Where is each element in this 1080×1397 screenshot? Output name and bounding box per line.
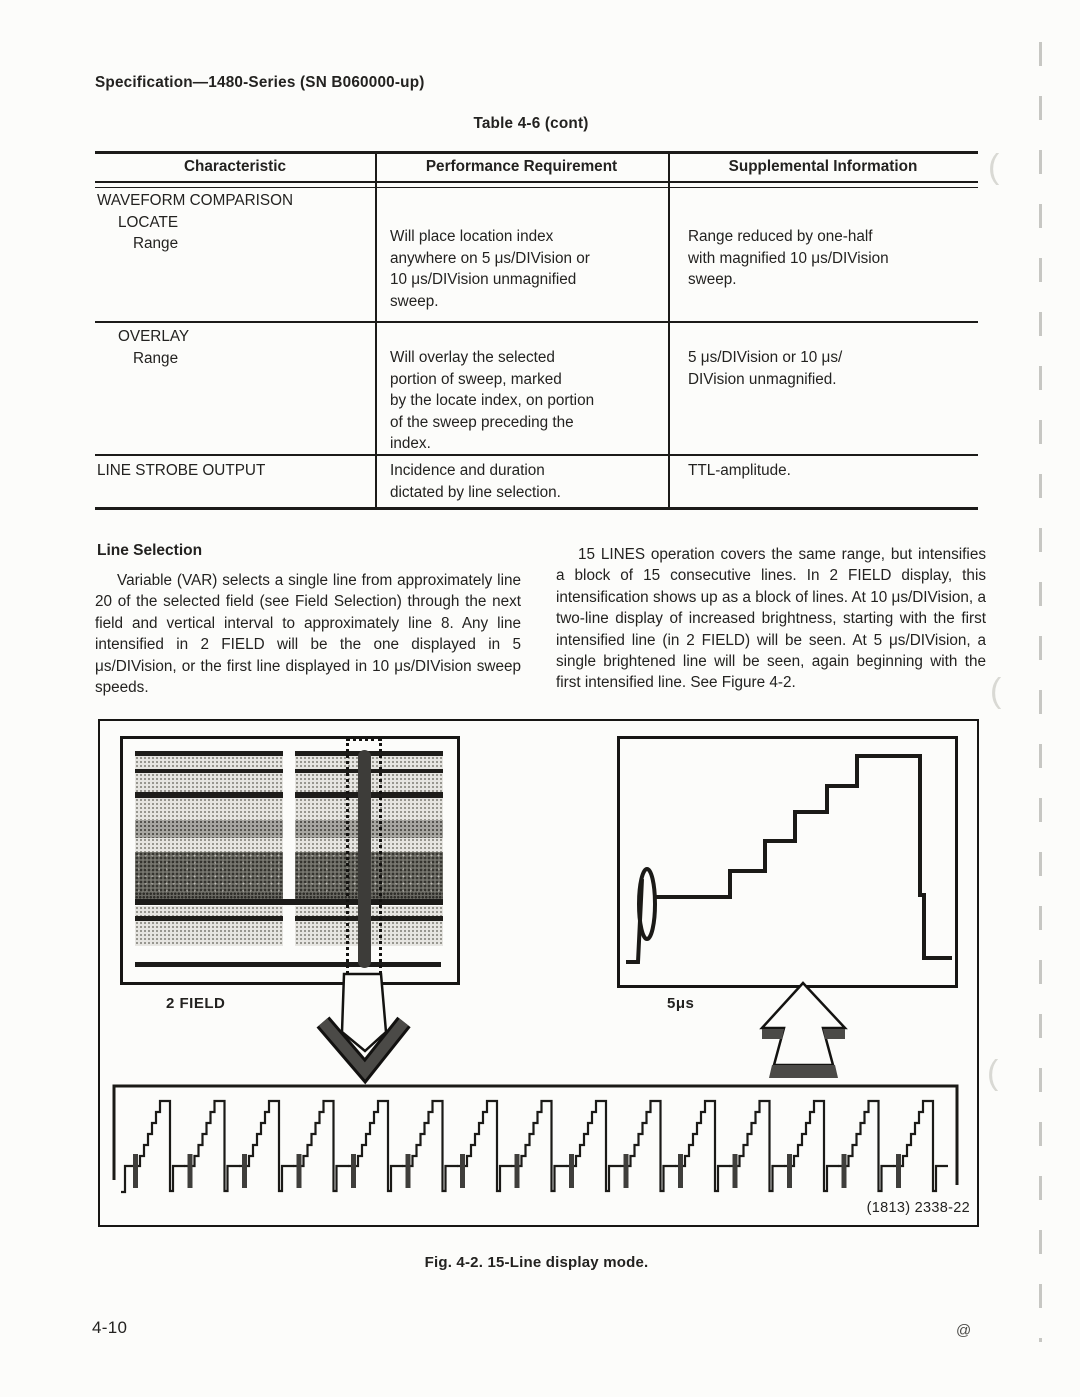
raster-scanline — [135, 899, 443, 905]
page-number: 4-10 — [92, 1318, 128, 1337]
cell-line: WAVEFORM COMPARISON — [97, 192, 294, 209]
cell-line: index. — [390, 435, 431, 452]
cell-line: dictated by line selection. — [390, 483, 561, 501]
cell-line: TTL-amplitude. — [688, 462, 791, 479]
cell-line: of the sweep preceding the — [390, 413, 574, 431]
scan-artifact: ( — [988, 148, 1000, 186]
cell-line: with magnified 10 μs/DIVision — [688, 249, 889, 267]
cell-line: by the locate index, on portion — [390, 392, 595, 409]
table-rule — [95, 507, 978, 510]
section-heading: Line Selection — [97, 542, 203, 559]
cell-line: OVERLAY — [118, 328, 190, 345]
table-row-supplemental — [688, 226, 889, 291]
cell-line: sweep. — [390, 292, 439, 310]
table-row-supplemental — [688, 347, 842, 390]
binding-marks — [1039, 42, 1042, 1342]
figure-caption: Fig. 4-2. 15-Line display mode. — [424, 1254, 649, 1271]
selection-dotted-outline — [346, 738, 382, 980]
cell-line: LINE STROBE OUTPUT — [97, 462, 266, 479]
cell-line: portion of sweep, marked — [390, 370, 562, 388]
two-field-label: 2 FIELD — [166, 995, 226, 1012]
figure-part-number: (1813) 2338-22 — [866, 1200, 970, 1216]
five-us-label: 5μs — [667, 995, 695, 1012]
body-paragraph-left: Variable (VAR) selects a single line from approximately line 20 of the selected field (see Field Selection) through the next field and vertical interval to approximately line 8. Any line intensified in 2 FIELD will be the one displayed in 5 μs/DIVision, or the first line displayed in 10 μs/DIVision sweep speeds. — [95, 572, 521, 697]
scan-artifact: ( — [987, 1054, 999, 1092]
column-header: Performance Requirement — [425, 158, 618, 175]
table-row-performance — [390, 347, 594, 455]
table-row-performance — [390, 460, 561, 503]
printers-mark: @ — [956, 1322, 972, 1339]
table-rule — [95, 151, 978, 154]
table-title: Table 4-6 (cont) — [473, 115, 589, 132]
table-rule — [668, 151, 670, 509]
cell-line: LOCATE — [118, 213, 179, 231]
cell-line: Will place location index — [390, 228, 554, 245]
raster-column — [135, 751, 283, 946]
table-row-characteristic — [97, 460, 265, 482]
down-arrow-graphic — [308, 966, 418, 1086]
cell-line: DIVision unmagnified. — [688, 370, 837, 388]
line-train-waveform — [103, 1078, 963, 1203]
cell-line: Range — [133, 235, 179, 252]
staircase-waveform — [620, 739, 955, 985]
cell-line: anywhere on 5 μs/DIVision or — [390, 249, 590, 267]
table-row-supplemental — [688, 460, 791, 482]
table-rule — [95, 181, 978, 183]
table-rule — [95, 187, 978, 189]
page-header: Specification—1480-Series (SN B060000-up) — [95, 74, 425, 91]
up-arrow-graphic — [748, 973, 853, 1085]
cell-line: Will overlay the selected — [390, 349, 555, 366]
scan-artifact: ( — [990, 672, 1002, 710]
table-rule — [95, 321, 978, 323]
cell-line: Range reduced by one-half — [688, 228, 873, 245]
body-paragraph-right: 15 LINES operation covers the same range, but intensifies a block of 15 consecutive lines. In 2 FIELD display, this intensification shows up as a block of lines. At 10 μs/DIVision, a two-line display of increased brightness, starting with the first intensified line (in 2 FIELD) will be seen. At 5 μs/DIVision, a single brightened line will be seen, again beginning with the first intensified line. See Figure 4-2. — [556, 546, 986, 692]
cell-line: sweep. — [688, 271, 737, 288]
cell-line: Incidence and duration — [390, 462, 545, 479]
table-rule — [375, 151, 377, 509]
cell-line: Range — [133, 349, 179, 367]
table-row-characteristic — [97, 326, 189, 369]
cell-line: 5 μs/DIVision or 10 μs/ — [688, 349, 843, 366]
table-row-performance — [390, 226, 590, 312]
column-header: Characteristic — [183, 158, 287, 175]
cell-line: 10 μs/DIVision unmagnified — [390, 271, 577, 288]
table-row-characteristic — [97, 190, 293, 255]
column-header: Supplemental Information — [728, 158, 918, 175]
